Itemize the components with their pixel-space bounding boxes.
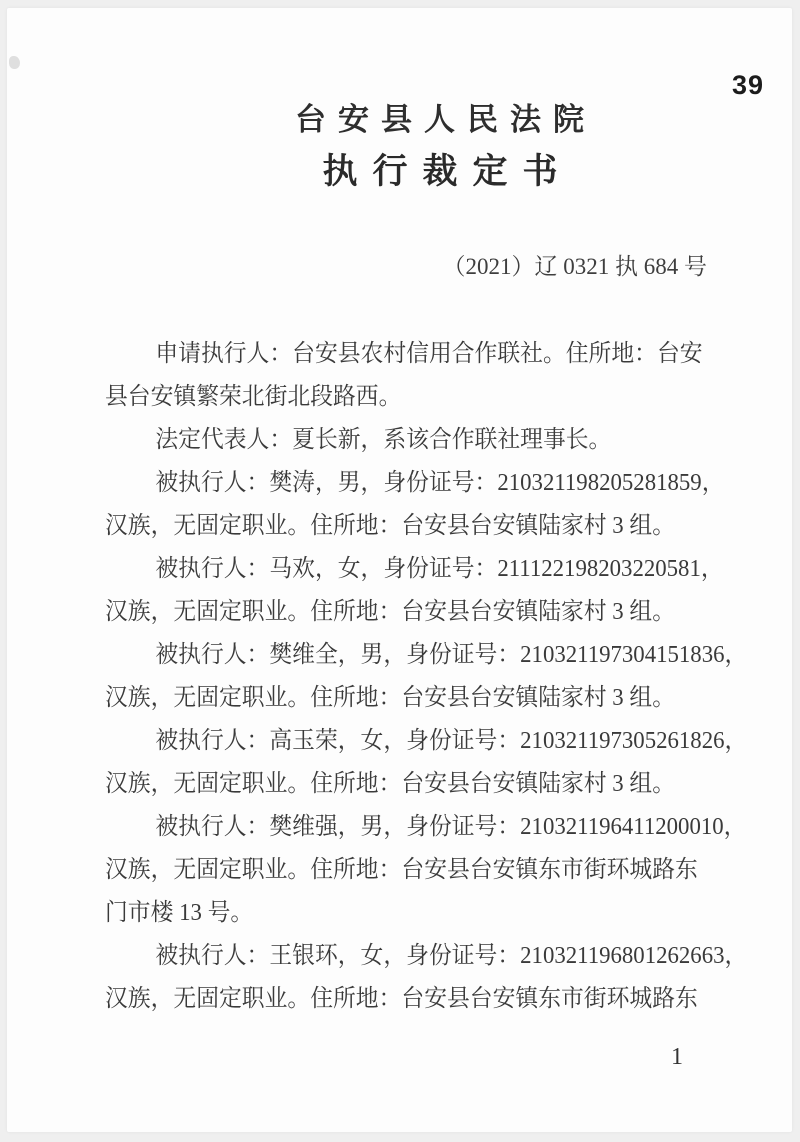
text-line: 被执行人：马欢，女，身份证号：211122198203220581， [155,556,724,582]
text-line: 门市楼 13 号。 [105,900,254,926]
court-name-title: 台安县人民法院 [295,102,596,137]
text-line: 汉族，无固定职业。住所地：台安县台安镇陆家村 3 组。 [105,771,675,797]
text-line: 被执行人：樊维强，男，身份证号：210321196411200010， [155,814,747,840]
text-line: 汉族，无固定职业。住所地：台安县台安镇东市街环城路东 [105,857,698,883]
text-line: 被执行人：樊涛，男，身份证号：210321198205281859， [155,470,725,496]
text-line: 汉族，无固定职业。住所地：台安县台安镇陆家村 3 组。 [105,599,675,625]
document-type-title: 执行裁定书 [322,152,573,191]
text-line: 县台安镇繁荣北街北段路西。 [105,384,402,410]
document-page [7,8,792,1132]
text-line: 法定代表人：夏长新，系该合作联社理事长。 [155,427,612,453]
text-line: 汉族，无固定职业。住所地：台安县台安镇陆家村 3 组。 [105,513,675,539]
text-line: 被执行人：王银环，女，身份证号：210321196801262663， [155,943,748,969]
corner-page-stamp: 39 [732,70,765,100]
scan-artifact-mark [9,56,20,69]
text-line: 申请执行人：台安县农村信用合作联社。住所地：台安 [155,341,703,367]
text-line: 被执行人：樊维全，男，身份证号：210321197304151836， [155,642,748,668]
text-line: 被执行人：高玉荣，女，身份证号：210321197305261826， [155,728,748,754]
text-line: 汉族，无固定职业。住所地：台安县台安镇陆家村 3 组。 [105,685,675,711]
text-line: 汉族，无固定职业。住所地：台安县台安镇东市街环城路东 [105,986,698,1012]
case-number: （2021）辽 0321 执 684 号 [442,254,707,279]
page-number: 1 [671,1044,683,1070]
